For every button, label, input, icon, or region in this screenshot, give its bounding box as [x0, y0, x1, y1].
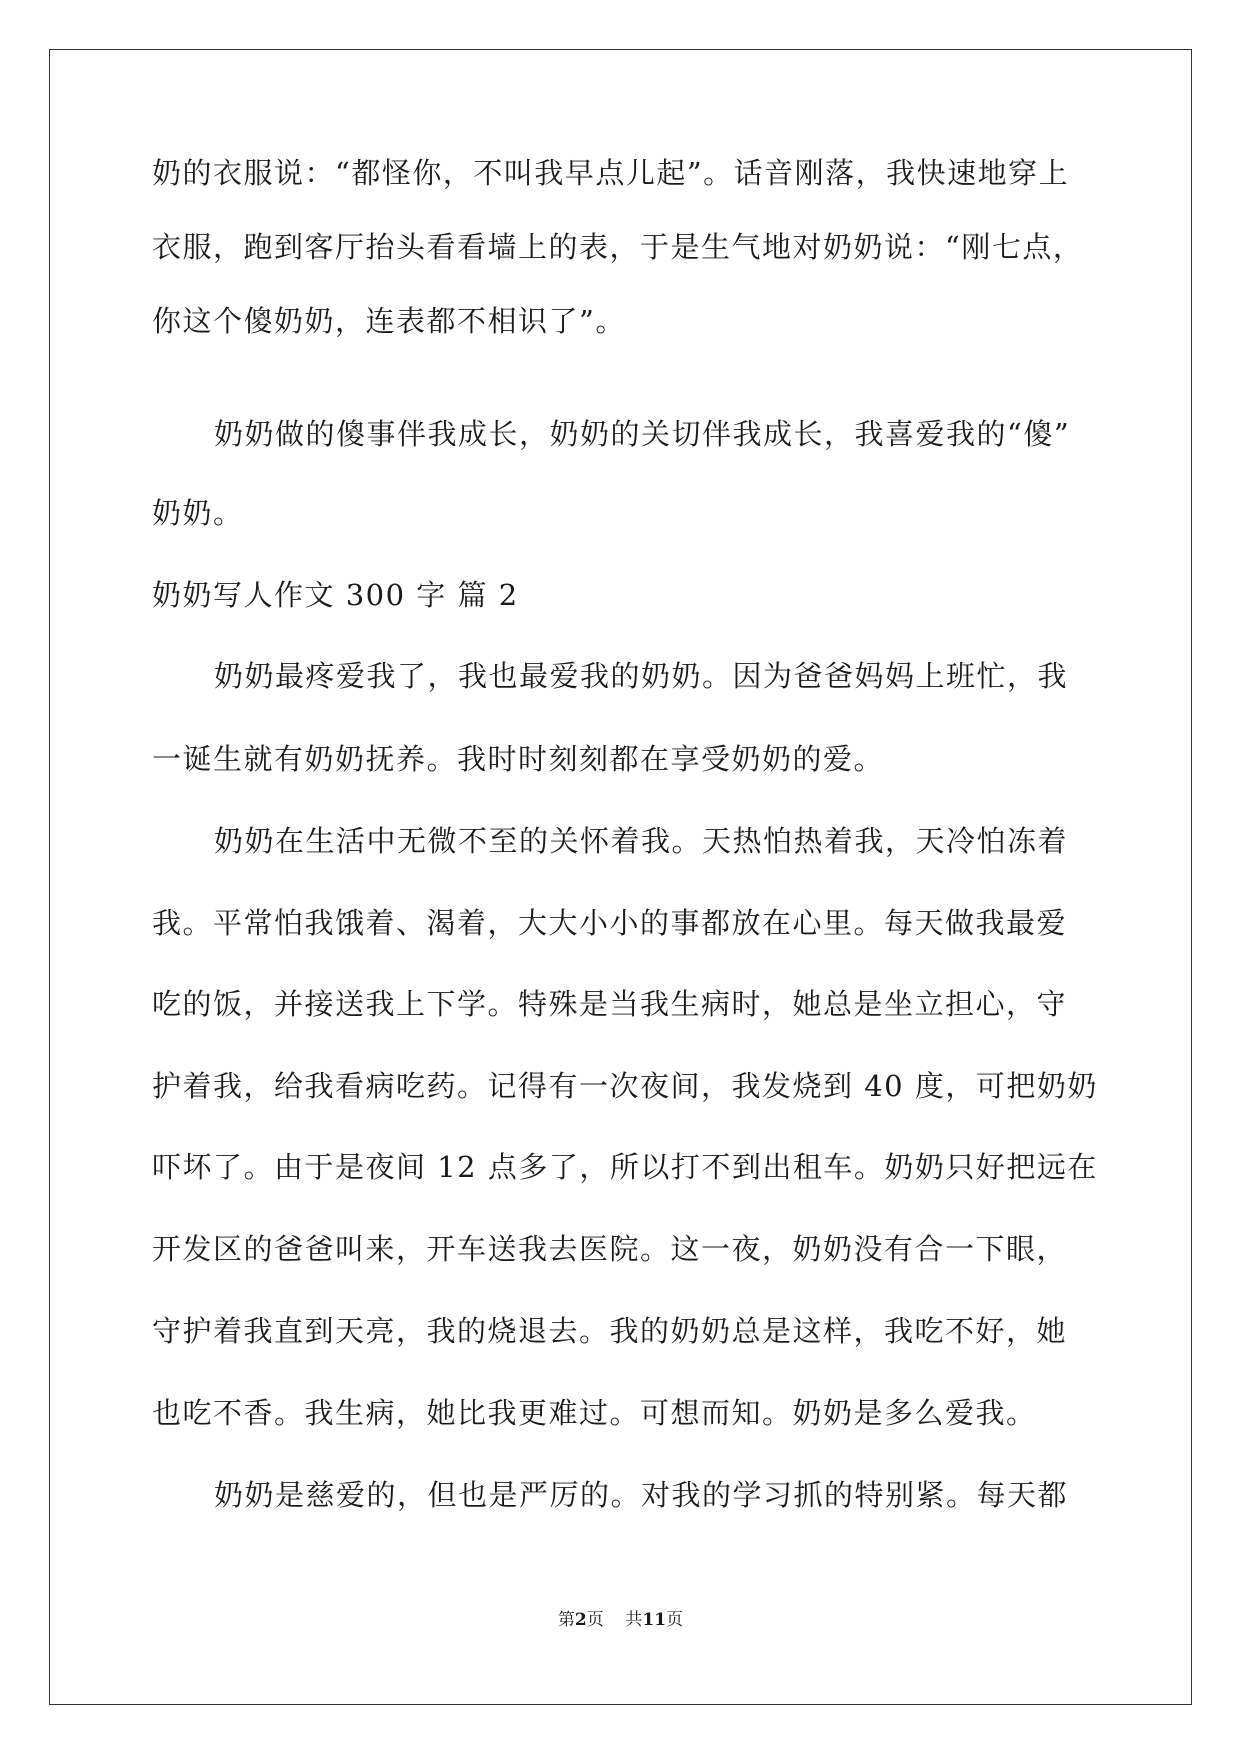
paragraph-line: 奶奶最疼爱我了，我也最爱我的奶奶。因为爸爸妈妈上班忙，我 — [214, 659, 1069, 693]
paragraph-line: 吃的饭，并接送我上下学。特殊是当我生病时，她总是坐立担心，守 — [152, 987, 1068, 1021]
paragraph-line: 奶奶做的傻事伴我成长，奶奶的关切伴我成长，我喜爱我的“傻” — [214, 417, 1071, 451]
paragraph-line: 衣服，跑到客厅抬头看看墙上的表，于是生气地对奶奶说：“刚七点， — [152, 230, 1084, 264]
paragraph-line: 我。平常怕我饿着、渴着，大大小小的事都放在心里。每天做我最爱 — [152, 906, 1068, 940]
paragraph-line: 奶奶在生活中无微不至的关怀着我。天热怕热着我，天冷怕冻着 — [214, 824, 1069, 858]
paragraph-line: 开发区的爸爸叫来，开车送我去医院。这一夜，奶奶没有合一下眼， — [152, 1232, 1068, 1266]
paragraph-line: 一诞生就有奶奶抚养。我时时刻刻都在享受奶奶的爱。 — [152, 742, 885, 776]
section-heading: 奶奶写人作文 300 字 篇 2 — [152, 578, 519, 612]
paragraph-line: 奶奶是慈爱的，但也是严厉的。对我的学习抓的特别紧。每天都 — [214, 1478, 1069, 1512]
paragraph-line: 吓坏了。由于是夜间 12 点多了，所以打不到出租车。奶奶只好把远在 — [152, 1150, 1098, 1184]
paragraph-line: 守护着我直到天亮，我的烧退去。我的奶奶总是这样，我吃不好，她 — [152, 1314, 1068, 1348]
paragraph-line: 奶奶。 — [152, 496, 244, 530]
paragraph-line: 奶的衣服说：“都怪你，不叫我早点儿起”。话音刚落，我快速地穿上 — [152, 156, 1070, 190]
page-footer — [0, 1608, 1241, 1632]
footer-total-suffix: 页 — [666, 1610, 684, 1630]
footer-total-pages: 11 — [642, 1610, 667, 1630]
paragraph-line: 也吃不香。我生病，她比我更难过。可想而知。奶奶是多么爱我。 — [152, 1396, 1037, 1430]
footer-page-prefix: 第 — [557, 1610, 575, 1630]
page-border — [49, 49, 1192, 1705]
paragraph-line: 护着我，给我看病吃药。记得有一次夜间，我发烧到 40 度，可把奶奶 — [152, 1069, 1098, 1103]
paragraph-line: 你这个傻奶奶，连表都不相识了”。 — [152, 304, 626, 338]
footer-page-suffix: 页 — [586, 1610, 604, 1630]
footer-page-number: 2 — [574, 1610, 587, 1630]
footer-total-prefix: 共 — [625, 1610, 643, 1630]
